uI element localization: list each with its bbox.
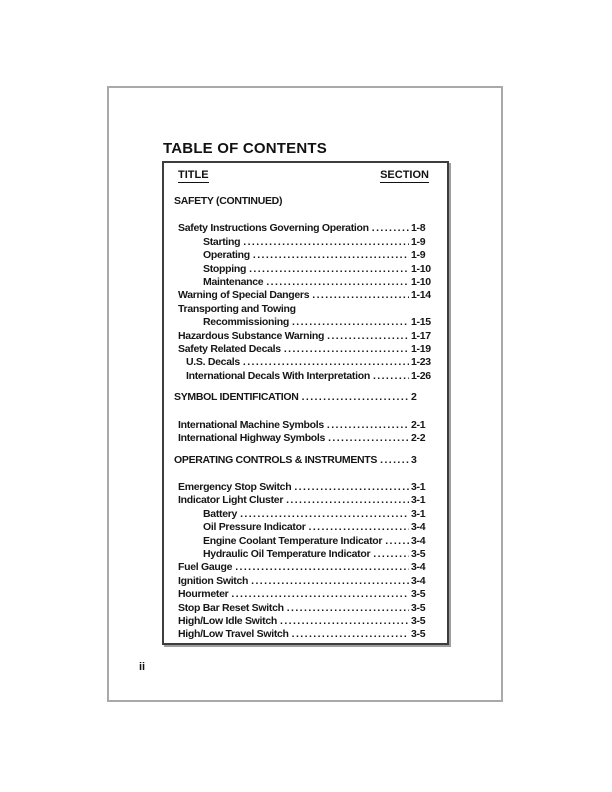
toc-entry-section: 3-1 (411, 494, 426, 507)
dot-leader (373, 548, 409, 561)
toc-entry-label: Oil Pressure Indicator (203, 521, 306, 534)
toc-entry-section: 3-4 (411, 561, 426, 574)
toc-entry (174, 222, 437, 235)
toc-entry-label: SAFETY (CONTINUED) (174, 195, 283, 207)
toc-entry-label: Maintenance (203, 276, 264, 289)
toc-entry (174, 330, 437, 343)
dot-leader (251, 575, 409, 588)
toc-entry-section: 3-1 (411, 507, 426, 520)
toc-entry-section: 1-9 (411, 235, 426, 248)
dot-leader (302, 391, 409, 404)
toc-entry (174, 419, 437, 432)
dot-leader (249, 263, 409, 276)
dot-leader (312, 289, 409, 302)
toc-entry-label: International Highway Symbols (178, 432, 326, 445)
toc-entry-label: Hourmeter (178, 588, 229, 601)
toc-entry-section: 1-14 (411, 289, 431, 302)
toc-entry (174, 289, 437, 302)
toc-entry-section: 1-23 (411, 356, 431, 369)
dot-leader (309, 521, 409, 534)
dot-leader (253, 249, 409, 262)
dot-leader (284, 343, 409, 356)
toc-entry-label: OPERATING CONTROLS & INSTRUMENTS (174, 453, 378, 466)
toc-entry (174, 521, 437, 534)
toc-entry-section: 3-5 (411, 588, 426, 601)
dot-leader (372, 222, 409, 235)
dot-leader (327, 330, 409, 343)
column-header-section: SECTION (380, 169, 429, 181)
dot-leader (292, 628, 409, 641)
toc-entry-section: 1-9 (411, 249, 426, 262)
toc-group-header (174, 454, 437, 467)
toc-entry-label: Emergency Stop Switch (178, 480, 292, 493)
toc-entry-section: 1-15 (411, 316, 431, 329)
toc-entry (174, 602, 437, 615)
toc-entry-section: 1-10 (411, 276, 431, 289)
toc-entry-section: 1-17 (411, 329, 431, 342)
toc-entry-section: 3-5 (411, 601, 426, 614)
toc-entry-label: Indicator Light Cluster (178, 494, 284, 507)
toc-entry (174, 343, 437, 356)
dot-leader (373, 370, 409, 383)
dot-leader (231, 588, 409, 601)
toc-entry-label: Hazardous Substance Warning (178, 329, 325, 342)
toc-entry-label: Ignition Switch (178, 574, 249, 587)
toc-entry (174, 615, 437, 628)
toc-entry-label: Warning of Special Dangers (178, 289, 310, 302)
toc-entry (174, 548, 437, 561)
toc-entry (174, 588, 437, 601)
toc-group-header (174, 391, 437, 404)
toc-column-headers (174, 169, 437, 183)
toc-entry (174, 481, 437, 494)
toc-entry (174, 494, 437, 507)
toc-entry (174, 432, 437, 445)
toc-group-header (174, 195, 437, 208)
toc-entry-section: 2-2 (411, 432, 426, 445)
toc-entry-label: Stop Bar Reset Switch (178, 601, 284, 614)
dot-leader (280, 615, 409, 628)
dot-leader (380, 454, 409, 467)
toc-entry (174, 535, 437, 548)
toc-entry-section: 1-8 (411, 222, 426, 235)
toc-entry (174, 628, 437, 641)
toc-entry-section: 3-4 (411, 574, 426, 587)
dot-leader (327, 419, 409, 432)
toc-entry-section: 1-26 (411, 369, 431, 382)
dot-leader (385, 535, 409, 548)
dot-leader (286, 494, 409, 507)
toc-entry-section: 3-5 (411, 628, 426, 641)
toc-entry-label: International Decals With Interpretation (186, 369, 370, 382)
page-number: ii (139, 661, 146, 673)
toc-entry-label: Starting (203, 235, 241, 248)
dot-leader (294, 481, 409, 494)
toc-entry-label: Fuel Gauge (178, 561, 233, 574)
toc-entry-label: High/Low Idle Switch (178, 614, 278, 627)
toc-entry-section: 2 (411, 391, 417, 404)
toc-entry-label: High/Low Travel Switch (178, 628, 289, 641)
dot-leader (292, 316, 409, 329)
toc-entry-label: Safety Instructions Governing Operation (178, 222, 369, 235)
toc-entry-label: International Machine Symbols (178, 418, 324, 431)
toc-entry (174, 370, 437, 383)
toc-entry-section: 3-5 (411, 614, 426, 627)
toc-entry-label: Engine Coolant Temperature Indicator (203, 534, 383, 547)
toc-entry-label: Stopping (203, 262, 247, 275)
toc-entry (174, 276, 437, 289)
column-header-title: TITLE (178, 169, 209, 181)
toc-entry-label: Transporting and Towing (178, 302, 296, 315)
toc-entry-label: U.S. Decals (186, 356, 240, 369)
toc-entry (174, 508, 437, 521)
toc-entry (174, 575, 437, 588)
toc-entry-section: 3 (411, 453, 417, 466)
dot-leader (243, 236, 409, 249)
toc-entry-section: 3-1 (411, 480, 426, 493)
dot-leader (235, 561, 409, 574)
dot-leader (243, 356, 409, 369)
toc-entry-section: 3-4 (411, 534, 426, 547)
toc-entry-section: 1-10 (411, 262, 431, 275)
page-title: TABLE OF CONTENTS (163, 140, 327, 157)
toc-entry-section: 1-19 (411, 343, 431, 356)
toc-entry (174, 236, 437, 249)
toc-entry (174, 249, 437, 262)
toc-entry (174, 303, 437, 316)
toc-entry-section: 2-1 (411, 418, 426, 431)
toc-entry-section: 3-5 (411, 547, 426, 560)
toc-entry-label: Operating (203, 249, 250, 262)
dot-leader (266, 276, 409, 289)
toc-entry-label: Hydraulic Oil Temperature Indicator (203, 547, 371, 560)
dot-leader (240, 508, 409, 521)
dot-leader (287, 602, 409, 615)
toc-entry-label: Battery (203, 507, 238, 520)
toc-entry-label: Recommissioning (203, 316, 289, 329)
toc-entry-label: SYMBOL IDENTIFICATION (174, 391, 299, 404)
toc-box (162, 161, 449, 645)
dot-leader (328, 432, 409, 445)
toc-entry (174, 356, 437, 369)
toc-entry (174, 263, 437, 276)
toc-entry (174, 316, 437, 329)
toc-entry (174, 561, 437, 574)
toc-entry-label: Safety Related Decals (178, 343, 281, 356)
toc-entry-section: 3-4 (411, 521, 426, 534)
